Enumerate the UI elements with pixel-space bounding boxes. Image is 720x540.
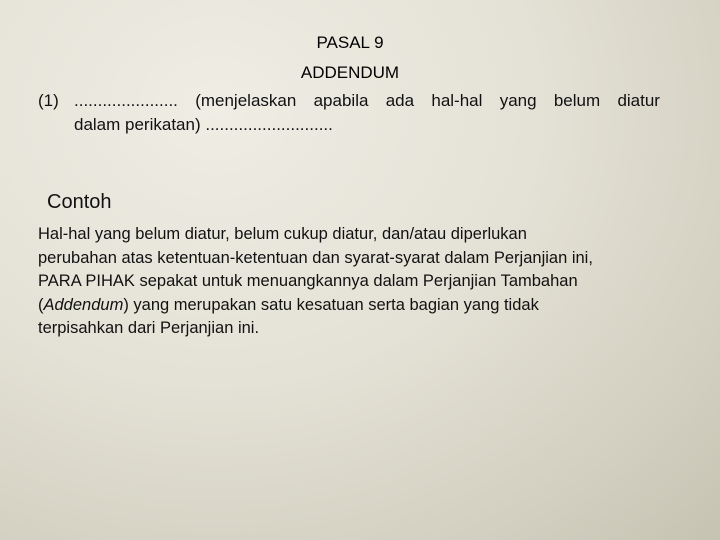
clause-word: hal-hal <box>431 91 483 110</box>
clause-word: belum <box>553 91 601 110</box>
clause-word: ada <box>385 91 415 110</box>
example-line-rest: ) yang merupakan satu kesatuan serta bagian yang tidak <box>123 295 539 314</box>
clause-word: (menjelaskan <box>195 91 297 110</box>
example-heading: Contoh <box>47 191 112 213</box>
example-paragraph <box>38 223 678 341</box>
example-line: perubahan atas ketentuan-ketentuan dan syarat-syarat dalam Perjanjian ini, <box>38 248 593 267</box>
example-line: terpisahkan dari Perjanjian ini. <box>38 319 260 337</box>
example-line: PARA PIHAK sepakat untuk menuangkannya dalam Perjanjian Tambahan <box>38 272 578 290</box>
clause-word: yang <box>499 91 537 110</box>
clause-line-1 <box>74 89 660 113</box>
clause-word: ...................... <box>74 91 178 110</box>
example-line: Hal-hal yang belum diatur, belum cukup diatur, dan/atau diperlukan <box>38 225 527 243</box>
paren-open: ( <box>38 295 44 314</box>
clause-word: apabila <box>313 91 369 110</box>
clause-text <box>74 89 660 137</box>
clause-line-2: dalam perikatan) ........................... <box>74 115 333 134</box>
example-line <box>38 294 678 318</box>
addendum-italic: Addendum <box>43 295 124 314</box>
article-title: ADDENDUM <box>300 63 400 82</box>
article-number: PASAL 9 <box>316 33 384 52</box>
clause-1 <box>38 89 660 137</box>
clause-word: diatur <box>617 91 660 110</box>
clause-number: (1) <box>38 91 59 110</box>
